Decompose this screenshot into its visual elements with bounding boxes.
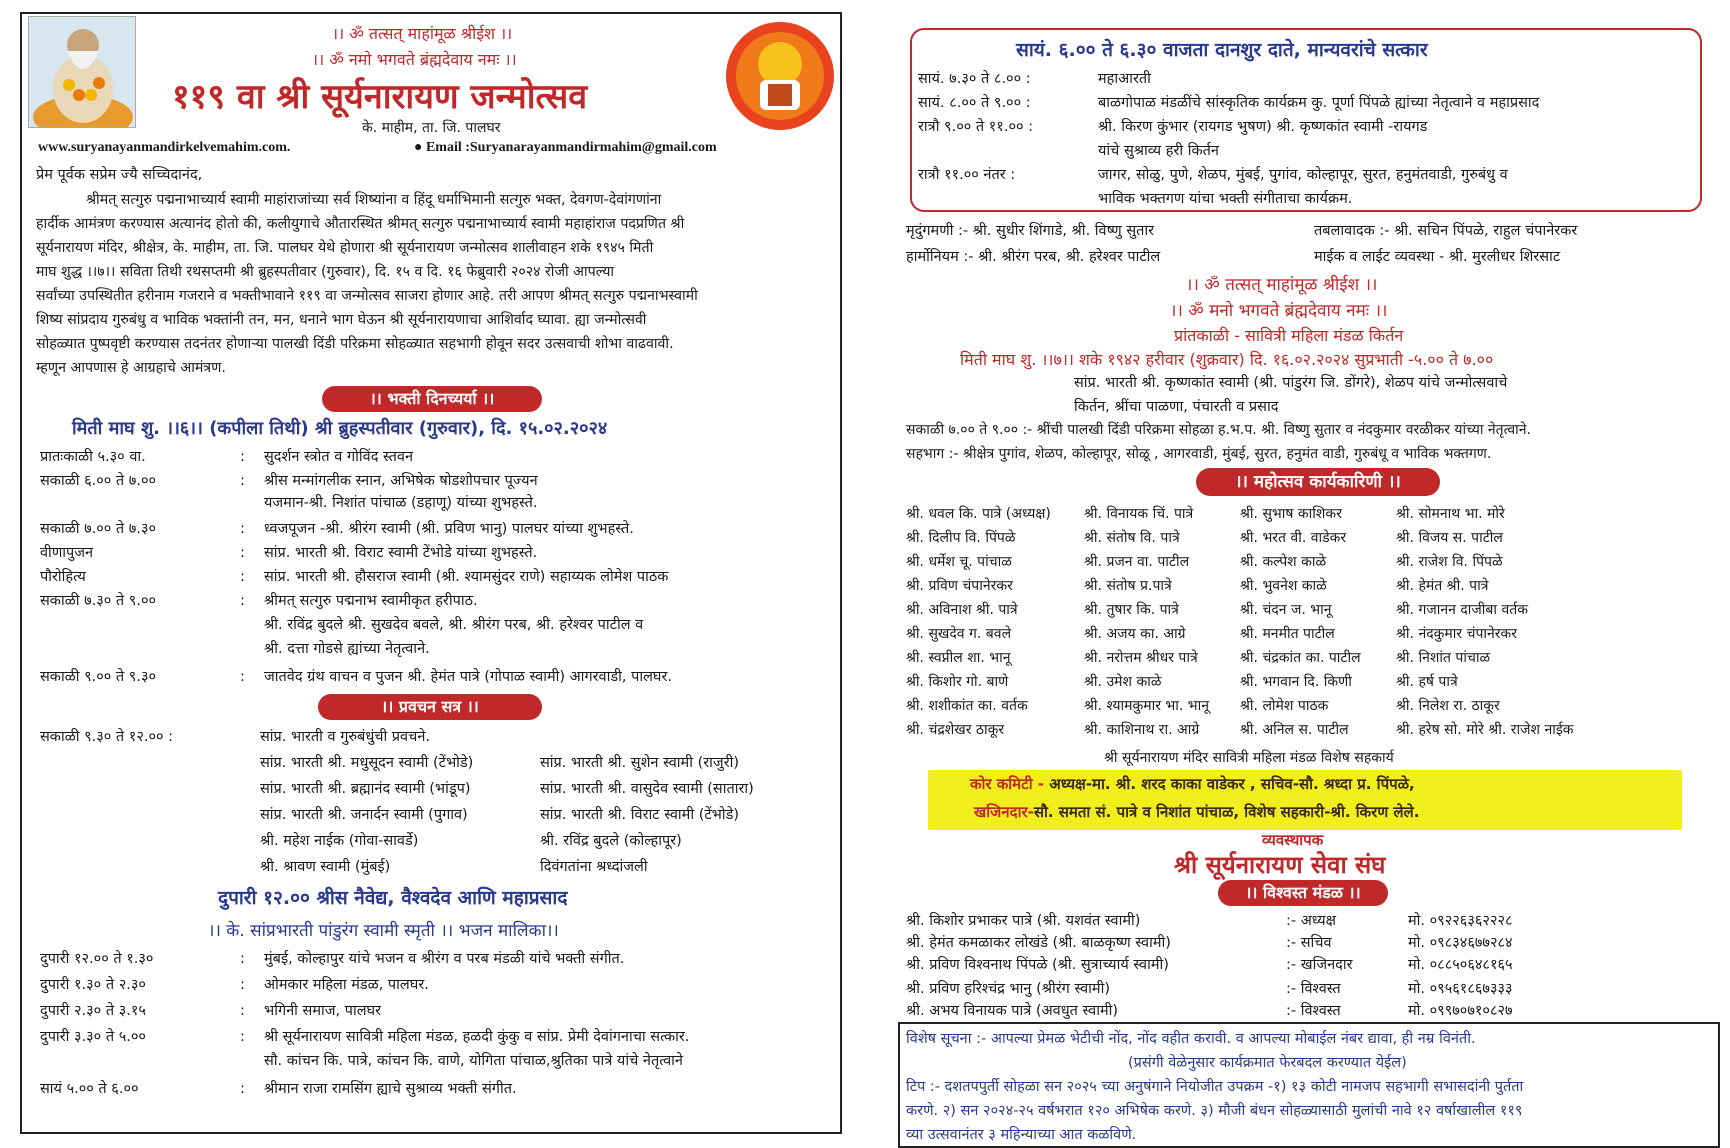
email-link[interactable]: ● Email :Suryanarayanmandirmahim@gmail.com xyxy=(414,140,717,155)
committee-member: श्री. प्रजन वा. पाटील xyxy=(1084,554,1190,570)
treasurer-label: खजिनदार- xyxy=(974,803,1034,821)
trustee-row: श्री. किशोर प्रभाकर पात्रे (श्री. यशवंत स्वामी) :- अध्यक्ष मो. ०९२२६३६२२२८ xyxy=(906,913,1513,929)
mahila-line: श्री सूर्यनारायण मंदिर सावित्री महिला मंडळ विशेष सहकार्य xyxy=(1104,750,1394,766)
box-heading: सायं. ६.०० ते ६.३० वाजता दानशुर दाते, मान्यवरांचे सत्कार xyxy=(1016,39,1428,61)
afternoon-row: दुपारी १.३० ते २.३० : ओमकार महिला मंडळ, पालघर. xyxy=(40,977,429,993)
intro-line: शिष्य सांप्रदाय गुरुबंधु व भाविक भक्तांनी तन, मन, धनाने भाग घेऊन श्री सूर्यनारायणाचा आशिर्वाद घ्यावा. ह्या जन्मोत्सवी xyxy=(36,312,647,328)
sun-deity-emblem xyxy=(724,20,836,132)
schedule-row: प्रातःकाळी ५.३० वा. : सुदर्शन स्त्रोत व गोविंद स्तवन xyxy=(40,449,414,465)
note-line: व्या उत्सवानंतर ३ महिन्याच्या आत कळविणे. xyxy=(906,1127,1137,1143)
treasurer-line xyxy=(974,802,1419,822)
core-committee-line xyxy=(970,774,1415,794)
committee-member: श्री. संतोष वि. पात्रे xyxy=(1084,530,1180,546)
box-row: रात्रौ ९.०० ते ११.०० : श्री. किरण कुंभार (रायगड भुषण) श्री. कृष्णकांत स्वामी -रायगड xyxy=(918,119,1428,135)
core-committee-text: अध्यक्ष-मा. श्री. शरद काका वाडेकर , सचिव-सौ. श्रध्दा प्र. पिंपळे, xyxy=(1044,775,1415,793)
afternoon-row: दुपारी ३.३० ते ५.०० : श्री सूर्यनारायण सावित्री महिला मंडळ, हळदी कुंकु व सांप्र. प्रेमी देवांगनाचा सत्कार. xyxy=(40,1029,690,1045)
committee-member: श्री. अजय का. आग्रे xyxy=(1084,626,1186,642)
schedule-row: पौरोहित्य : सांप्र. भारती श्री. हौसराज स्वामी (श्री. श्यामसुंदर राणे) सहाय्यक लोमेश पाठक xyxy=(40,569,669,585)
right-page xyxy=(898,12,1720,1148)
committee-member: श्री. भगवान दि. किणी xyxy=(1240,674,1352,690)
intro-line: सोहळ्यात पुष्पवृष्टी करण्यास तदनंतर होणाऱ्या पालखी दिंडी परिक्रमा सोहळ्यात सहभागी होवून सदर उत्सवाची शोभा वाढवावी. xyxy=(36,336,674,352)
box-row: सायं. ७.३० ते ८.०० : महाआरती xyxy=(918,71,1151,87)
pravachan-speaker: दिवंगतांना श्रध्दांजली xyxy=(540,859,648,875)
committee-member: श्री. निलेश रा. ठाकूर xyxy=(1396,698,1500,714)
afternoon-row: दुपारी १२.०० ते १.३० : मुंबई, कोल्हापुर यांचे भजन व श्रीरंग व परब मंडळी यांचे भक्ती संगीत. xyxy=(40,951,625,967)
committee-member: श्री. मनमीत पाटील xyxy=(1240,626,1335,642)
committee-member: श्री. नरोत्तम श्रीधर पात्रे xyxy=(1084,650,1198,666)
intro-line: माघ शुद्ध ।।७।। सविता तिथी रथसप्तमी श्री ब्रुहस्पतीवार (गुरुवार), दि. १५ व दि. १६ फेब्रुवारी २०२४ रोजी आपल्या xyxy=(36,264,615,280)
trustee-row: श्री. प्रविण विश्वनाथ पिंपळे (श्री. सुत्राच्यार्य स्वामी) :- खजिनदार मो. ०८८५०६४८१६५ xyxy=(906,957,1513,973)
schedule-row: सकाळी ६.०० ते ७.०० : श्रीस मन्मांगलीक स्नान, अभिषेक षोडशोपचार पूज्यन xyxy=(40,473,538,489)
intro-line: सूर्यनारायण मंदिर, श्रीक्षेत्र, के. माहीम, ता. जि. पालघर येथे होणारा श्री सूर्यनारायण जन्मोत्सव शालीवाहन शके १९४५ मिती xyxy=(36,240,654,256)
schedule-row: वीणापुजन : सांप्र. भारती श्री. विराट स्वामी टेंभोडे यांच्या शुभहस्ते. xyxy=(40,545,538,561)
location: के. माहीम, ता. जि. पालघर xyxy=(362,120,501,136)
committee-member: श्री. उमेश काळे xyxy=(1084,674,1162,690)
note-line: टिप :- दशतपपुर्ती सोहळा सन २०२५ च्या अनुषंगाने नियोजीत उपक्रम -१) १३ कोटी नामजप सहभागी सभासदांनी पुर्तता xyxy=(906,1079,1524,1095)
main-title: ११९ वा श्री सूर्यनारायण जन्मोत्सव xyxy=(172,77,588,117)
musician-credit: माईक व लाईट व्यवस्था - श्री. मुरलीधर शिरसाट xyxy=(1314,249,1561,265)
committee-member: श्री. किशोर गो. बाणे xyxy=(906,674,1009,690)
committee-member: श्री. राजेश वि. पिंपळे xyxy=(1396,554,1503,570)
musician-credit: मृदुंगमणी :- श्री. सुधीर शिंगाडे, श्री. विष्णु सुतार xyxy=(906,223,1155,239)
manager-label: व्यवस्थापक xyxy=(1262,831,1324,849)
box-row: सायं. ८.०० ते ९.०० : बाळगोपाळ मंडळींचे सांस्कृतिक कार्यक्रम कु. पूर्णा पिंपळे ह्यांच्या नेतृत्वाने व महाप्रसाद xyxy=(918,95,1540,111)
left-invocation-2: ।। ॐ नमो भगवते ब्रंह्मदेवाय नमः ।। xyxy=(312,50,517,69)
committee-member: श्री. धर्मेश चू. पांचाळ xyxy=(906,554,1012,570)
committee-member: श्री. निशांत पांचाळ xyxy=(1396,650,1491,666)
day2-date-line: मिती माघ शु. ।।७।। शके १९४२ हरीवार (शुक्रवार) दि. १६.०२.२०२४ सुप्रभाती -५.०० ते ७.०० xyxy=(960,350,1494,369)
pravachan-speaker: सांप्र. भारती श्री. विराट स्वामी (टेंभोडे) xyxy=(540,807,740,823)
committee-member: श्री. अविनाश श्री. पात्रे xyxy=(906,602,1018,618)
pravachan-time: सकाळी ९.३० ते १२.०० : xyxy=(40,729,174,745)
pravachan-speaker: श्री. महेश नाईक (गोवा-सावर्डे) xyxy=(260,833,419,849)
core-committee-label: कोर कमिटी - xyxy=(970,775,1045,793)
committee-member: श्री. धवल कि. पात्रे (अध्यक्ष) xyxy=(906,506,1051,522)
note-line: विशेष सूचना :- आपल्या प्रेमळ भेटीची नोंद, नोंद वहीत करावी. व आपल्या मोबाईल नंबर द्यावा, ही नम्र विनंती. xyxy=(906,1031,1476,1047)
pravachan-speaker: सांप्र. भारती श्री. वासुदेव स्वामी (सातारा) xyxy=(540,781,754,797)
committee-member: श्री. शशीकांत का. वर्तक xyxy=(906,698,1028,714)
left-page xyxy=(20,12,842,1134)
pravachan-speaker: सांप्र. भारती श्री. जनार्दन स्वामी (पुगाव) xyxy=(260,807,468,823)
musician-credit: तबलावादक :- श्री. सचिन पिंपळे, राहुल चंपानेरकर xyxy=(1314,223,1578,239)
palkhi-line: सकाळी ७.०० ते ९.०० :- श्रींची पालखी दिंडी परिक्रमा सोहळा ह.भ.प. श्री. विष्णु सुतार व नंदकुमार वरळीकर यांच्या नेतृत्वाने. xyxy=(906,422,1532,438)
committee-member: श्री. भरत वी. वाडेकर xyxy=(1240,530,1347,546)
right-invocation-1: ।। ॐ तत्सत् माहांमूळ श्रीईश ।। xyxy=(1186,275,1378,295)
pravachan-speaker: सांप्र. भारती श्री. ब्रह्मानंद स्वामी (भांडूप) xyxy=(260,781,471,797)
committee-member: श्री. तुषार कि. पात्रे xyxy=(1084,602,1179,618)
committee-member: श्री. कल्पेश काळे xyxy=(1240,554,1327,570)
sahabhag-line: सहभाग :- श्रीक्षेत्र पुगांव, शेळप, कोल्हापूर, सोळू , आगरवाडी, मुंबई, सुरत, हनुमंत वाडी, गुरुबंधू व भाविक भक्तगण. xyxy=(906,446,1492,462)
schedule-row: सकाळी ९.०० ते ९.३० : जातवेद ग्रंथ वाचन व पुजन श्री. हेमंत पात्रे (गोपाळ स्वामी) आगरवाडी, पालघर. xyxy=(40,669,673,685)
guru-portrait-image xyxy=(28,16,136,128)
afternoon-row: सौ. कांचन कि. पात्रे, कांचन कि. वाणे, योगिता पांचाळ,श्रुतिका पात्रे यांचे नेतृत्वाने xyxy=(264,1053,683,1069)
greeting: प्रेम पूर्वक सप्रेम ज्यै सच्चिदानंद, xyxy=(36,167,203,183)
afternoon-row: सायं ५.०० ते ६.०० : श्रीमान राजा रामसिंग ह्याचे सुश्राव्य भक्ती संगीत. xyxy=(40,1081,517,1097)
day1-date-line: मिती माघ शु. ।।६।। (कपीला तिथी) श्री ब्रुहस्पतीवार (गुरुवार), दि. १५.०२.२०२४ xyxy=(72,418,608,439)
committee-member: श्री. सोमनाथ भा. मोरे xyxy=(1396,506,1505,522)
committee-member: श्री. काशिनाथ रा. आग्रे xyxy=(1084,722,1200,738)
trustee-row: श्री. प्रविण हरिश्चंद्र भानु (श्रीरंग स्वामी) :- विश्वस्त मो. ०९५६१८६७३३३ xyxy=(906,981,1513,997)
schedule-row: श्री. रविंद्र बुदले श्री. सुखदेव बवले, श्री. श्रीरंग परब, श्री. हरेश्वर पाटील व xyxy=(264,617,644,633)
day2-sub-line: सांप्र. भारती श्री. कृष्णकांत स्वामी (श्री. पांडुरंग जि. डोंगरे), शेळप यांचे जन्मोत्सवाचे xyxy=(1074,375,1508,391)
right-invocation-2: ।। ॐ मनो भगवते ब्रंह्मदेवाय नमः ।। xyxy=(1170,301,1388,321)
sangh-name: श्री सूर्यनारायण सेवा संघ xyxy=(1174,851,1386,879)
intro-line: म्हणून आपणास हे आग्रहाचे आमंत्रण. xyxy=(36,360,226,376)
committee-member: श्री. अनिल स. पाटील xyxy=(1240,722,1349,738)
committee-member: श्री. लोमेश पाठक xyxy=(1240,698,1329,714)
intro-line: श्रीमत् सत्गुरु पद्मनाभाच्यार्य स्वामी माहांराजांच्या सर्व शिष्यांना व हिंदू धर्माभिमानी सत्गुरु भक्त, देवगण-देवांगणांना xyxy=(86,192,662,208)
committee-member: श्री. विजय स. पाटील xyxy=(1396,530,1503,546)
schedule-row: सकाळी ७.३० ते ९.०० : श्रीमत् सत्गुरु पद्मनाभ स्वामीकृत हरीपाठ. xyxy=(40,593,478,609)
committee-member: श्री. सुभाष काशिकर xyxy=(1240,506,1342,522)
pravachan-speaker: श्री. श्रावण स्वामी (मुंबई) xyxy=(260,859,391,875)
website-link[interactable]: www.suryanayanmandirkelvemahim.com. xyxy=(38,140,291,155)
afternoon-row: दुपारी २.३० ते ३.१५ : भगिनी समाज, पालघर xyxy=(40,1003,382,1019)
day2-sub-line: किर्तन, श्रींचा पाळणा, पंचारती व प्रसाद xyxy=(1074,399,1279,415)
pravachan-speaker: श्री. रविंद्र बुदले (कोल्हापूर) xyxy=(540,833,682,849)
musician-credit: हार्मोनियम :- श्री. श्रीरंग परब, श्री. हरेश्वर पाटील xyxy=(906,249,1161,265)
pravachan-intro: सांप्र. भारती व गुरुबंधुंची प्रवचने. xyxy=(260,729,430,745)
committee-member: श्री. नंदकुमार चंपानेरकर xyxy=(1396,626,1518,642)
committee-member: श्री. प्रविण चंपानेरकर xyxy=(906,578,1013,594)
note-line: करणे. २) सन २०२४-२५ वर्षभरात १२० अभिषेक करणे. ३) मौजी बंधन सोहळ्यासाठी मुलांची नावे १२ वर्षाखालील ११९ xyxy=(906,1103,1523,1119)
bhajan-heading: ।। के. सांप्रभारती पांडुरंग स्वामी स्मृती ।। भजन मालिका।। xyxy=(208,921,559,941)
intro-paragraph xyxy=(36,188,698,380)
trustee-row: श्री. हेमंत कमळाकर लोखंडे (श्री. बाळकृष्ण स्वामी) :- सचिव मो. ०९८३४६७७२८४ xyxy=(906,935,1513,951)
committee-member: श्री. सुखदेव ग. बवले xyxy=(906,626,1012,642)
committee-member: श्री. हरेष सो. मोरे श्री. राजेश नाईक xyxy=(1396,722,1574,738)
committee-member: श्री. श्यामकुमार भा. भानू xyxy=(1084,698,1210,714)
committee-member: श्री. चंद्रकांत का. पाटील xyxy=(1240,650,1361,666)
committee-heading: ।। महोत्सव कार्यकारिणी ।। xyxy=(1196,468,1440,496)
pravachan-heading: ।। प्रवचन सत्र ।। xyxy=(318,694,542,720)
trust-heading: ।। विश्वस्त मंडळ ।। xyxy=(1218,880,1388,906)
schedule-row: यजमान-श्री. निशांत पांचाळ (डहाणू) यांच्या शुभहस्ते. xyxy=(264,495,538,511)
treasurer-text: सौ. समता सं. पात्रे व निशांत पांचाळ, विशेष सहकारी-श्री. किरण लेले. xyxy=(1033,803,1420,821)
committee-member: श्री. दिलीप वि. पिंपळे xyxy=(906,530,1016,546)
intro-line: सर्वांच्या उपस्थितीत हरीनाम गजराने व भक्तीभावाने ११९ वा जन्मोत्सव साजरा होणार आहे. तरी आपण श्रीमत् सत्गुरु पद्मनाभस्वामी xyxy=(36,288,698,304)
committee-member: श्री. हेमंत श्री. पात्रे xyxy=(1396,578,1489,594)
committee-member: श्री. भुवनेश काळे xyxy=(1240,578,1327,594)
box-row: यांचे सुश्राव्य हरी किर्तन xyxy=(1098,143,1219,159)
committee-member: श्री. हर्ष पात्रे xyxy=(1396,674,1458,690)
committee-member: श्री. विनायक चिं. पात्रे xyxy=(1084,506,1194,522)
intro-line: हार्दीक आमंत्रण करण्यास अत्यानंद होतो की, कलीयुगाचे औतारस्थित श्रीमत् सत्गुरु पद्मनाभाच्यार्य स्वामी महाहांराज पदप्रणित श्री xyxy=(36,216,685,232)
note-line: (प्रसंगी वेळेनुसार कार्यक्रमात फेरबदल करण्यात येईल) xyxy=(1128,1055,1407,1071)
noon-heading: दुपारी १२.०० श्रीस नैवेद्य, वैश्वदेव आणि महाप्रसाद xyxy=(218,887,568,909)
trustee-row: श्री. अभय विनायक पात्रे (अवधुत स्वामी) :- विश्वस्त मो. ०९९७०७१०८२७ xyxy=(906,1003,1513,1019)
box-row: रात्रौ ११.०० नंतर : जागर, सोळु, पुणे, शेळप, मुंबई, पुगांव, कोल्हापूर, सुरत, हनुमंतवाडी, गुरुबंधु व xyxy=(918,167,1508,183)
morning-line: प्रांतकाळी - सावित्री महिला मंडळ किर्तन xyxy=(1174,326,1404,345)
committee-member: श्री. चंदन ज. भानू xyxy=(1240,602,1332,618)
committee-member: श्री. स्वप्नील शा. भानू xyxy=(906,650,1011,666)
committee-member: श्री. संतोष प्र.पात्रे xyxy=(1084,578,1172,594)
schedule-row: श्री. दत्ता गोडसे ह्यांच्या नेतृत्वाने. xyxy=(264,641,430,657)
committee-member: श्री. चंद्रशेखर ठाकूर xyxy=(906,722,1005,738)
pravachan-speaker: सांप्र. भारती श्री. मधुसूदन स्वामी (टेंभोडे) xyxy=(260,755,474,771)
schedule-row: सकाळी ७.०० ते ७.३० : ध्वजपूजन -श्री. श्रीरंग स्वामी (श्री. प्रविण भानु) पालघर यांच्या शुभहस्ते. xyxy=(40,521,634,537)
box-row: भाविक भक्तगण यांचा भक्ती संगीताचा कार्यक्रम. xyxy=(1098,191,1353,207)
pravachan-speaker: सांप्र. भारती श्री. सुशेन स्वामी (राजुरी) xyxy=(540,755,740,771)
bhakti-heading: ।। भक्ती दिनच्यर्या ।। xyxy=(322,386,542,412)
left-invocation-1: ।। ॐ तत्सत् माहांमूळ श्रीईश ।। xyxy=(332,24,513,43)
committee-member: श्री. गजानन दाजीबा वर्तक xyxy=(1396,602,1528,618)
